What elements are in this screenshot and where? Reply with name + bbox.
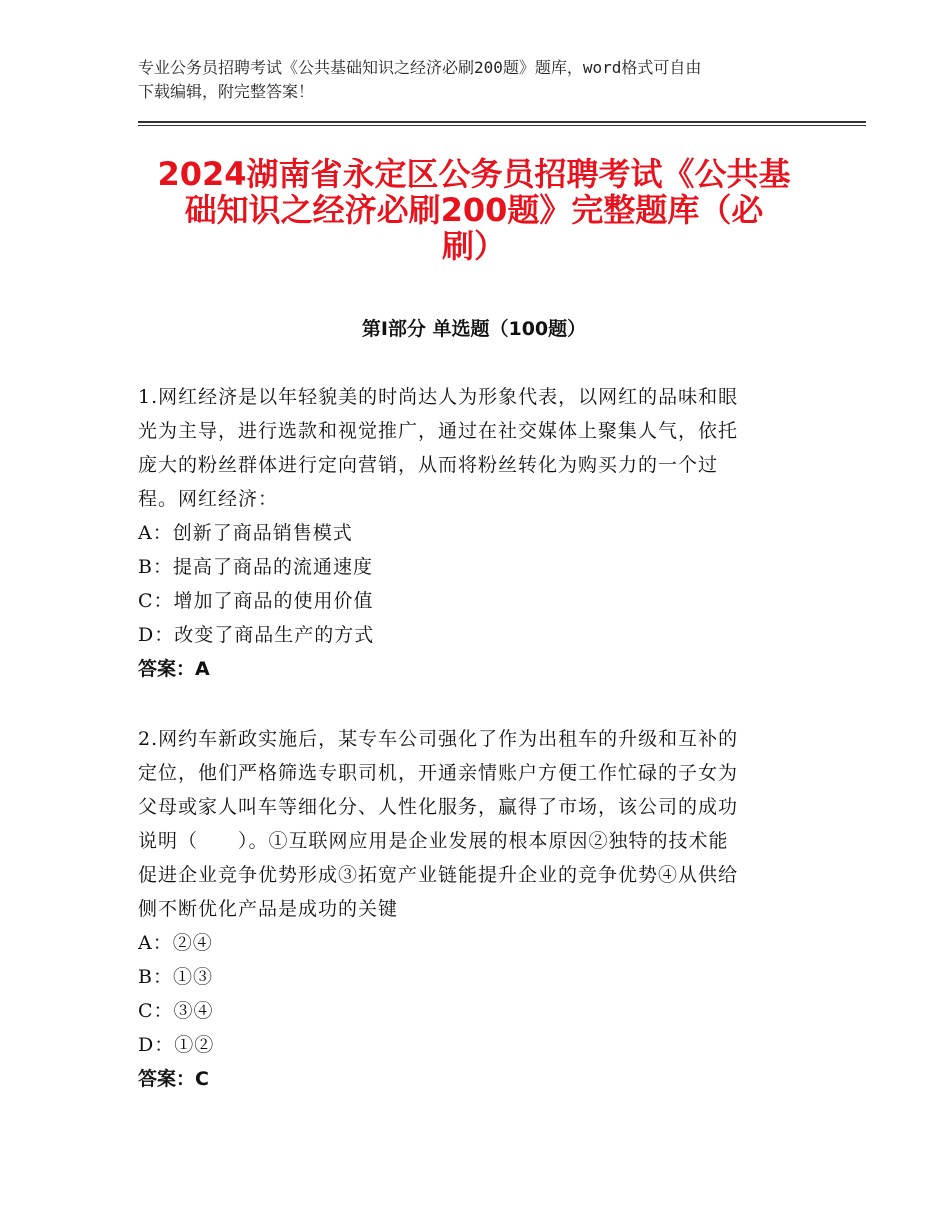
header-divider-thin bbox=[138, 125, 866, 126]
question-2-option-d: D：①② bbox=[138, 1034, 215, 1056]
title-line-1: 2024湖南省永定区公务员招聘考试《公共基 bbox=[157, 155, 791, 193]
question-1-option-b: B：提高了商品的流通速度 bbox=[138, 556, 373, 578]
question-2-line-1: 2.网约车新政实施后，某专车公司强化了作为出租车的升级和互补的 bbox=[138, 728, 739, 750]
document-title bbox=[138, 156, 810, 264]
header-note bbox=[138, 56, 818, 104]
question-2-line-5: 促进企业竞争优势形成③拓宽产业链能提升企业的竞争优势④从供给 bbox=[138, 864, 739, 886]
question-1-line-3: 庞大的粉丝群体进行定向营销，从而将粉丝转化为购买力的一个过 bbox=[138, 454, 719, 476]
question-2 bbox=[138, 722, 808, 1096]
question-2-line-6: 侧不断优化产品是成功的关键 bbox=[138, 898, 399, 920]
question-1-option-c: C：增加了商品的使用价值 bbox=[138, 590, 374, 612]
header-note-line-1: 专业公务员招聘考试《公共基础知识之经济必刷200题》题库，word格式可自由 bbox=[138, 58, 702, 77]
question-2-option-c: C：③④ bbox=[138, 1000, 214, 1022]
question-1 bbox=[138, 380, 808, 686]
question-1-option-d: D：改变了商品生产的方式 bbox=[138, 624, 375, 646]
question-2-option-a: A：②④ bbox=[138, 932, 213, 954]
header-note-line-2: 下载编辑，附完整答案！ bbox=[138, 82, 315, 101]
question-1-line-1: 1.网红经济是以年轻貌美的时尚达人为形象代表，以网红的品味和眼 bbox=[138, 386, 739, 408]
question-1-answer: 答案：A bbox=[138, 658, 210, 680]
section-title: 第Ⅰ部分 单选题（100题） bbox=[361, 318, 587, 340]
header-divider-thick bbox=[138, 121, 866, 123]
question-1-line-4: 程。网红经济： bbox=[138, 488, 279, 510]
question-1-line-2: 光为主导，进行选款和视觉推广，通过在社交媒体上聚集人气，依托 bbox=[138, 420, 739, 442]
title-line-2: 础知识之经济必刷200题》完整题库（必 bbox=[184, 191, 764, 229]
question-2-line-2: 定位，他们严格筛选专职司机，开通亲情账户方便工作忙碌的子女为 bbox=[138, 762, 739, 784]
question-2-line-3: 父母或家人叫车等细化分、人性化服务，赢得了市场，该公司的成功 bbox=[138, 796, 739, 818]
question-2-option-b: B：①③ bbox=[138, 966, 213, 988]
question-1-option-a: A：创新了商品销售模式 bbox=[138, 522, 353, 544]
question-2-line-4: 说明（ ）。①互联网应用是企业发展的根本原因②独特的技术能 bbox=[138, 830, 729, 852]
title-line-3: 刷） bbox=[441, 227, 506, 265]
question-2-answer: 答案：C bbox=[138, 1068, 209, 1090]
